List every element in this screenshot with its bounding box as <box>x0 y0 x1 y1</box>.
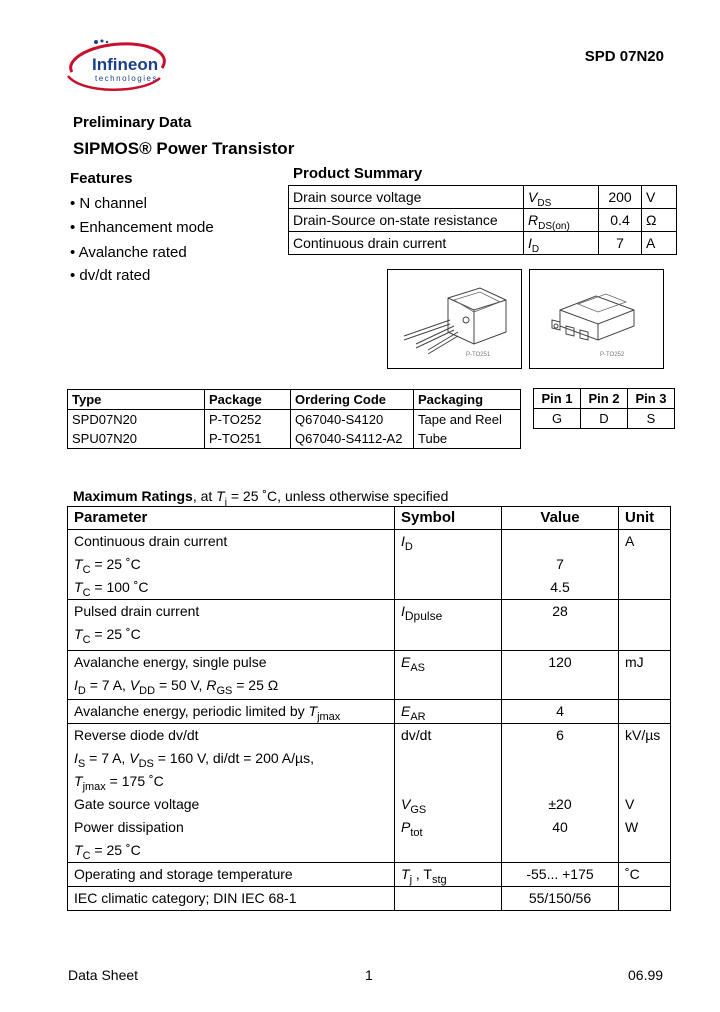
feature-item: • Enhancement mode <box>70 219 214 236</box>
infineon-logo <box>62 38 172 94</box>
table-row: Gate source voltage $V_{GS}$ ±20 V <box>68 793 671 816</box>
table-row: SPD07N20 P-TO252 Q67040-S4120 Tape and Reel <box>68 410 521 430</box>
logo-sub: technologies <box>95 74 158 83</box>
page-number: 1 <box>365 967 373 983</box>
table-row: Continuous drain current $I_D$ 7 A <box>289 232 677 255</box>
footer-date: 06.99 <box>628 967 664 983</box>
table-header-row: Pin 1 Pin 2 Pin 3 <box>534 389 675 409</box>
features-heading: Features <box>70 170 133 187</box>
table-row: Operating and storage temperature $T_j$ , $T_{stg}$ -55... +175 ˚C <box>68 863 671 887</box>
ordering-table <box>67 389 521 449</box>
table-row: Drain-Source on-state resistance $R_{DS(on)}$ 0.4 Ω <box>289 209 677 232</box>
feature-item: • N channel <box>70 195 147 212</box>
table-header-row: Type Package Ordering Code Packaging <box>68 390 521 410</box>
product-summary-table <box>288 185 677 255</box>
table-row: Power dissipation $T_C = 25$ ˚C $P_{tot}$ 40 W <box>68 816 671 863</box>
table-row: G D S <box>534 409 675 429</box>
pin-table <box>533 388 675 429</box>
table-row: Pulsed drain current $T_C = 25$ ˚C $I_{Dpulse}$ 28 <box>68 600 671 651</box>
feature-item: • dv/dt rated <box>70 267 151 284</box>
logo-name: Infineon <box>92 55 159 74</box>
table-row: IEC climatic category; DIN IEC 68-1 55/150/56 <box>68 887 671 911</box>
table-row: Drain source voltage $V_{DS}$ 200 V <box>289 186 677 209</box>
product-summary-heading: Product Summary <box>293 165 423 182</box>
table-row: Avalanche energy, periodic limited by $T_{jmax}$ $E_{AR}$ 4 <box>68 700 671 724</box>
svg-text:P-TO251: P-TO251 <box>466 352 491 358</box>
part-number: SPD 07N20 <box>584 48 664 65</box>
table-row: SPU07N20 P-TO251 Q67040-S4112-A2 Tube <box>68 429 521 449</box>
max-ratings-caption: Maximum Ratings, at $T_j = 25$ ˚C, unless otherwise specified <box>73 488 449 508</box>
package-drawing-to251 <box>387 269 522 369</box>
preliminary-label: Preliminary Data <box>73 114 192 131</box>
max-ratings-table <box>67 506 671 911</box>
table-row: Reverse diode dv/dt $I_S = 7$ A, $V_{DS} = 160$ V, di/dt = 200 A/µs, $T_{jmax} = 175$ ˚C dv/dt 6 kV/µs <box>68 724 671 794</box>
footer-label: Data Sheet <box>68 967 139 983</box>
table-row: Continuous drain current $T_C = 25$ ˚C $T_C = 100$ ˚C $I_D$ 7 4.5 A <box>68 530 671 600</box>
product-title: SIPMOS® Power Transistor <box>73 139 295 158</box>
table-header-row: Parameter Symbol Value Unit <box>68 507 671 530</box>
svg-text:P-TO252: P-TO252 <box>600 352 625 358</box>
package-drawing-to252 <box>529 269 664 369</box>
table-row: Avalanche energy, single pulse $I_D = 7$ A, $V_{DD} = 50$ V, $R_{GS} = 25$ Ω $E_{AS}$ 120 mJ <box>68 651 671 700</box>
feature-item: • Avalanche rated <box>70 244 187 261</box>
